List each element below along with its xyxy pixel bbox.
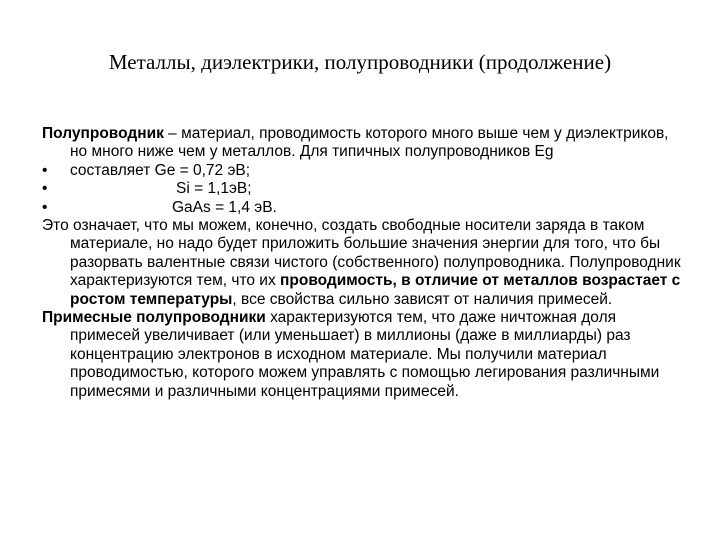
bullet-ge <box>42 162 682 180</box>
term-semiconductor: Полупроводник <box>42 125 164 142</box>
bullet-marker: • <box>42 161 48 179</box>
slide-title: Металлы, диэлектрики, полупроводники (продолжение) <box>108 50 612 74</box>
slide-body <box>42 125 682 401</box>
bullet-marker: • <box>42 180 48 198</box>
bullet-text-ge: составляет Ge = 0,72 эВ; <box>70 161 251 179</box>
bullet-si <box>42 180 682 198</box>
meaning-bold-text: проводимость, в отличие от металлов возрастает с ростом температуры <box>70 272 681 308</box>
term-doped-semiconductors: Примесные полупроводники <box>42 309 266 327</box>
bullet-gaas <box>42 199 682 217</box>
paragraph-meaning <box>42 217 682 309</box>
paragraph-semiconductor <box>42 125 682 162</box>
bullet-marker: • <box>42 198 48 216</box>
meaning-text-end: , все свойства сильно зависят от наличия примесей. <box>232 290 613 308</box>
doped-definition: характеризуются тем, что даже ничтожная доля примесей увеличивает (или уменьшает) в миллионы (даже в миллиарды) раз концентрацию электронов в исходном материале. Мы получили материал проводимостью, которого можем управлять с помощью легирования различными примесями и различными концентрациями примесей. <box>70 309 660 400</box>
meaning-text-start: Это означает, что мы можем, конечно, создать свободные носители заряда в таком материале, но надо будет приложить большие значения энергии для того, что бы разорвать валентные связи чистого (собственного) полупроводника. Полупроводник характеризуются тем, что их <box>42 217 681 290</box>
bullet-text-si: Si = 1,1эВ; <box>176 180 252 198</box>
paragraph-doped <box>42 309 682 401</box>
semiconductor-definition: – материал, проводимость которого много выше чем у диэлектриков, но много ниже чем у металлов. Для типичных полупроводников Eg <box>70 125 669 161</box>
bullet-text-gaas: GaAs = 1,4 эВ. <box>172 198 277 216</box>
